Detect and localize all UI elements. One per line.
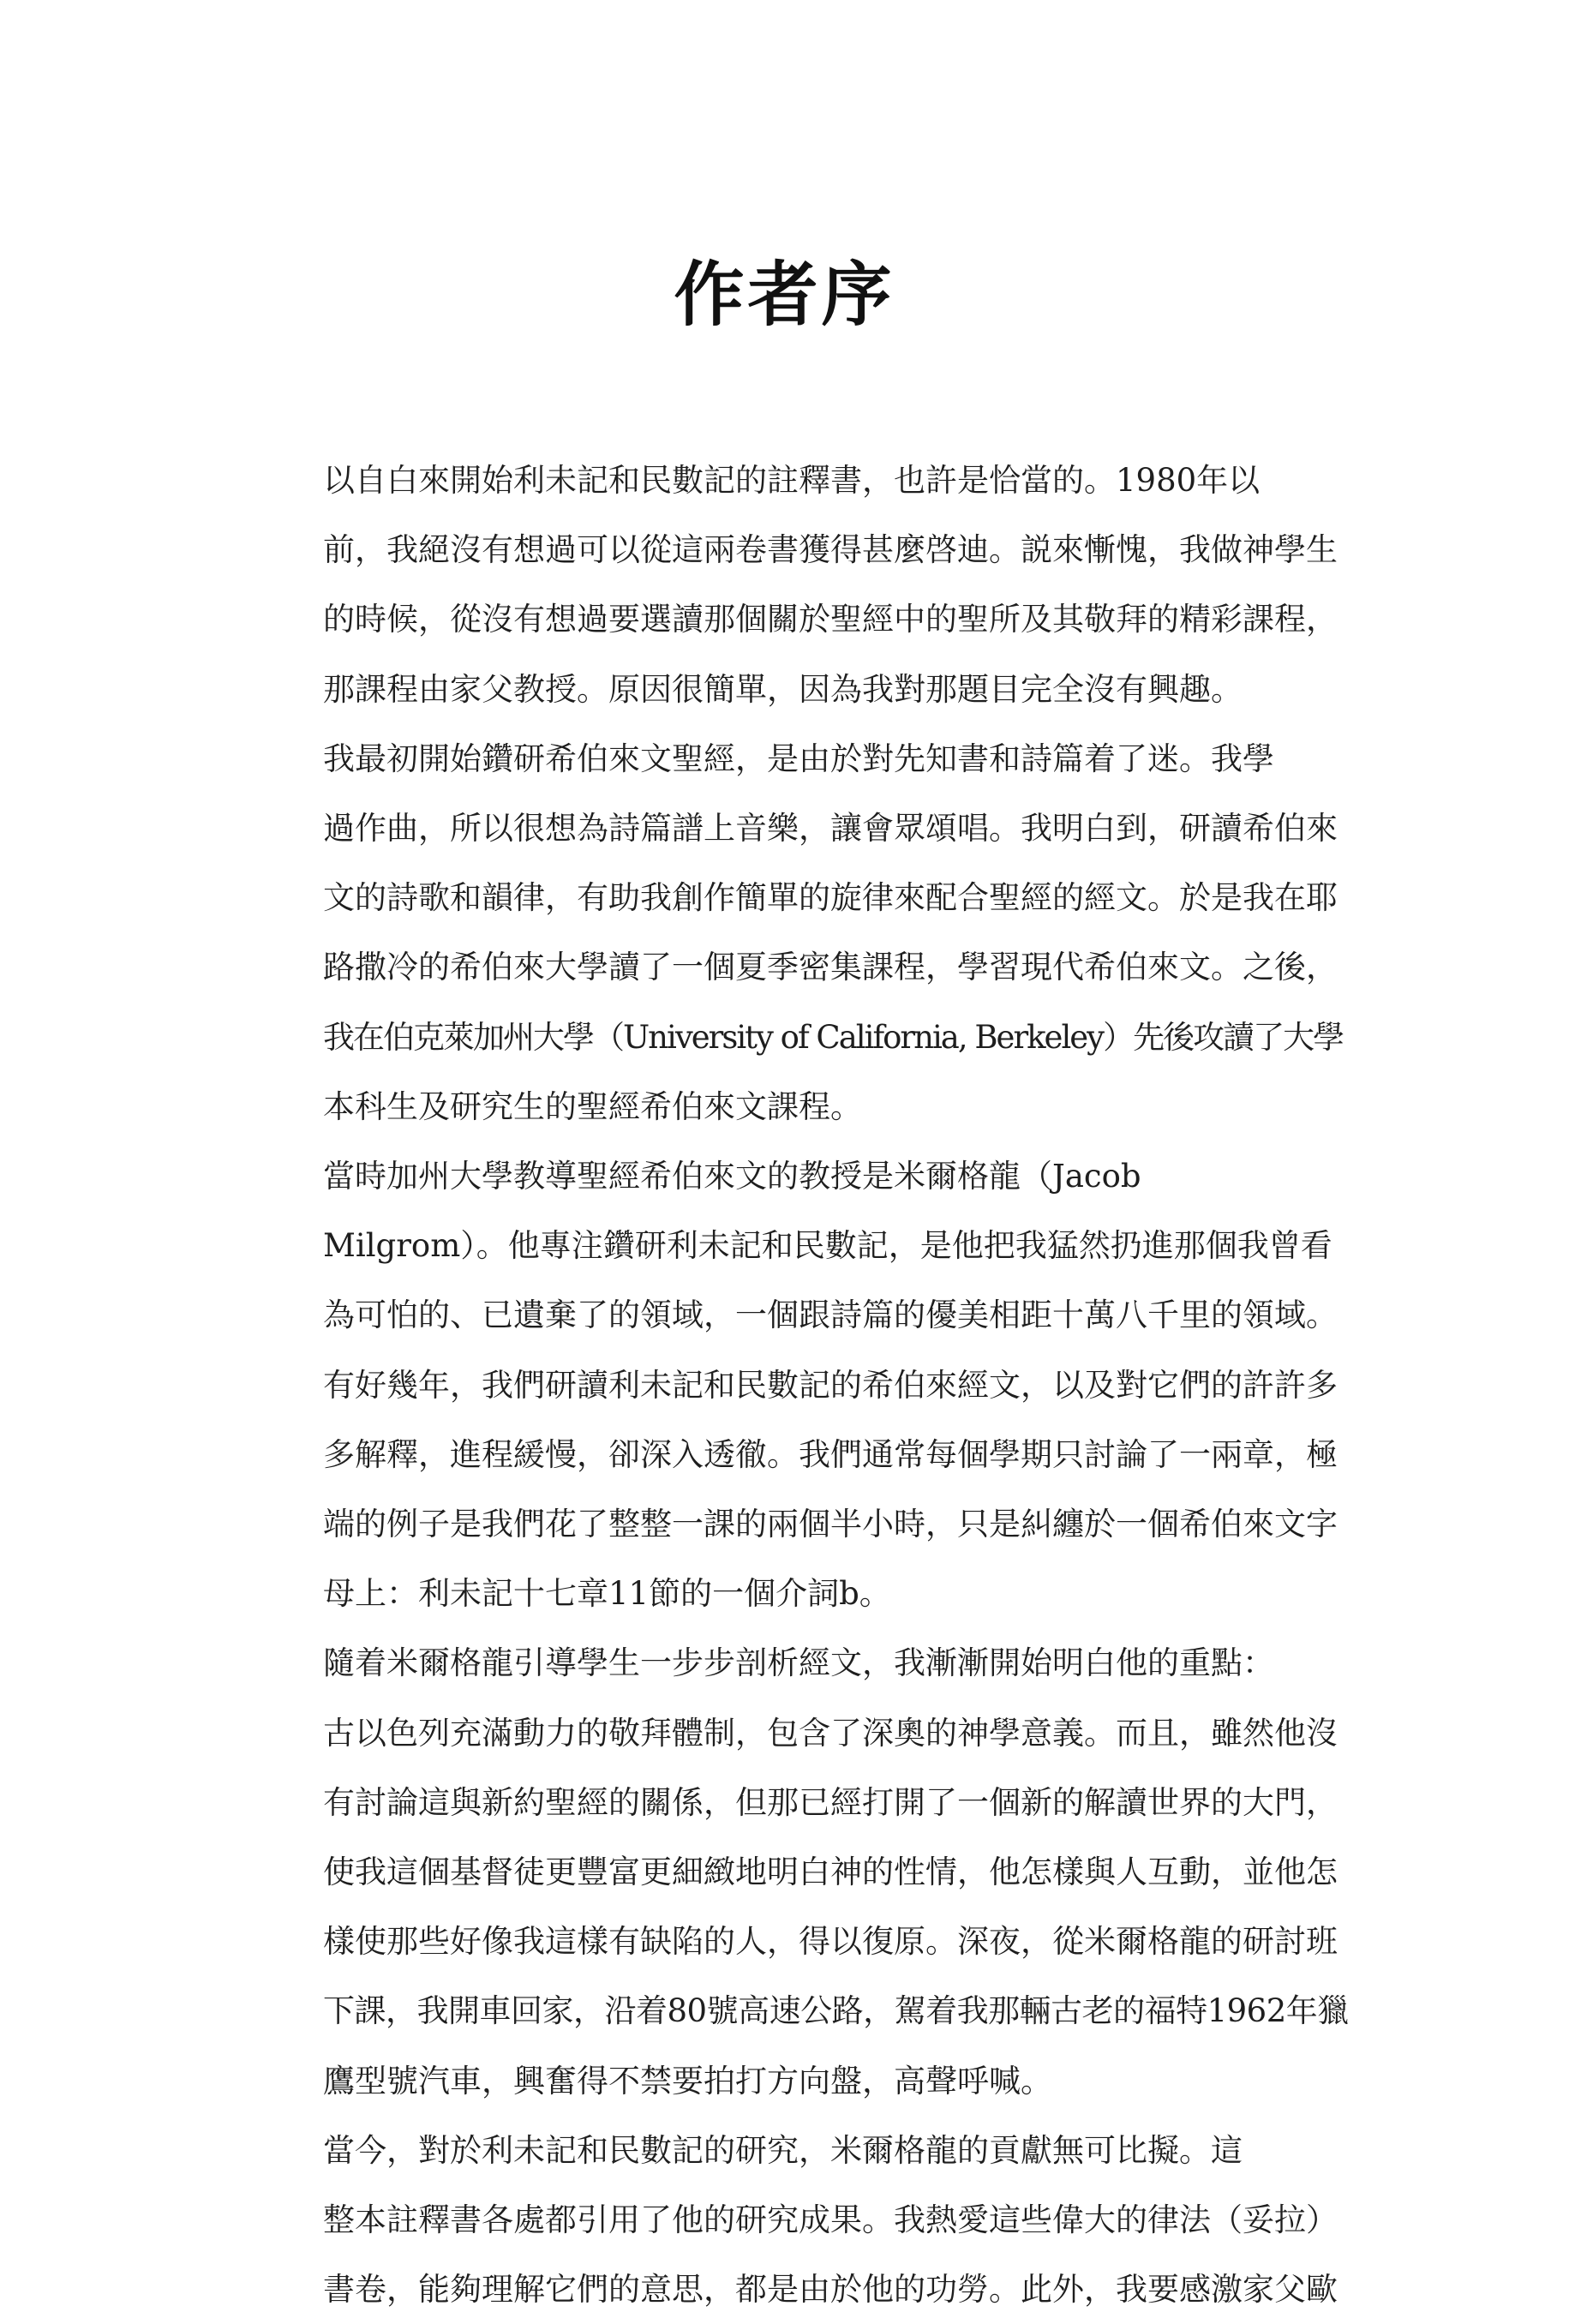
text-line: 母上：利未記十七章11節的一個介詞b。 (323, 1575, 891, 1613)
text-line: 為可怕的、已遺棄了的領域，一個跟詩篇的優美相距十萬八千里的領域。 (323, 1297, 1338, 1334)
paragraph-2 (251, 724, 1350, 1141)
paragraph-1 (251, 446, 1350, 724)
text-line: 使我這個基督徒更豐富更細緻地明白神的性情，他怎樣與人互動，並他怎 (323, 1854, 1338, 1891)
text-line: 樣使那些好像我這樣有缺陷的人，得以復原。深夜，從米爾格龍的研討班 (323, 1923, 1338, 1961)
text-line: 前，我絕沒有想過可以從這兩卷書獲得甚麼啓迪。説來慚愧，我做神學生 (323, 531, 1338, 569)
text-line: 鷹型號汽車，興奮得不禁要拍打方向盤，高聲呼喊。 (323, 2062, 1052, 2099)
text-line: 隨着米爾格龍引導學生一步步剖析經文，我漸漸開始明白他的重點： (323, 1644, 1274, 1682)
text-line: 以自白來開始利未記和民數記的註釋書，也許是恰當的。1980年以 (323, 462, 1261, 499)
text-line: 我最初開始鑽研希伯來文聖經，是由於對先知書和詩篇着了迷。我學 (323, 740, 1274, 777)
paragraph-3 (251, 1141, 1350, 1628)
text-line: 路撒冷的希伯來大學讀了一個夏季密集課程，學習現代希伯來文。之後， (323, 949, 1338, 986)
text-line: 我在伯克萊加州大學（University of California, Berkeley）先後攻讀了大學 (323, 1018, 1344, 1056)
text-line: 當今，對於利未記和民數記的研究，米爾格龍的貢獻無可比擬。這 (323, 2131, 1243, 2169)
paragraph-4 (251, 1628, 1350, 2115)
text-line: Milgrom）。他專注鑽研利未記和民數記，是他把我猛然扔進那個我曾看 (323, 1227, 1332, 1265)
page-title: 作者序 (674, 255, 895, 336)
text-line: 端的例子是我們花了整整一課的兩個半小時，只是糾纏於一個希伯來文字 (323, 1506, 1338, 1543)
text-line: 有好幾年，我們研讀利未記和民數記的希伯來經文，以及對它們的許許多 (323, 1366, 1338, 1404)
text-line: 書卷，能夠理解它們的意思，都是由於他的功勞。此外，我要感激家父歐 (323, 2271, 1338, 2309)
text-line: 整本註釋書各處都引用了他的研究成果。我熱愛這些偉大的律法（妥拉） (323, 2201, 1338, 2239)
paragraph-5 (251, 2116, 1350, 2324)
preface-body (251, 446, 1350, 2324)
text-line: 本科生及研究生的聖經希伯來文課程。 (323, 1087, 862, 1125)
text-line: 文的詩歌和韻律，有助我創作簡單的旋律來配合聖經的經文。於是我在耶 (323, 879, 1338, 917)
text-line: 那課程由家父教授。原因很簡單，因為我對那題目完全沒有興趣。 (323, 670, 1243, 708)
text-line: 的時候，從沒有想過要選讀那個關於聖經中的聖所及其敬拜的精彩課程， (323, 601, 1338, 638)
text-line: 多解釋，進程緩慢，卻深入透徹。我們通常每個學期只討論了一兩章，極 (323, 1435, 1338, 1473)
text-line: 古以色列充滿動力的敬拜體制，包含了深奧的神學意義。而且，雖然他沒 (323, 1714, 1338, 1752)
text-line: 過作曲，所以很想為詩篇譜上音樂，讓會眾頌唱。我明白到，研讀希伯來 (323, 810, 1338, 848)
text-line: 當時加州大學教導聖經希伯來文的教授是米爾格龍（Jacob (323, 1158, 1141, 1195)
text-line: 下課，我開車回家，沿着80號高速公路，駕着我那輛古老的福特1962年獵 (323, 1992, 1349, 2030)
text-line: 有討論這與新約聖經的關係，但那已經打開了一個新的解讀世界的大門， (323, 1783, 1338, 1821)
